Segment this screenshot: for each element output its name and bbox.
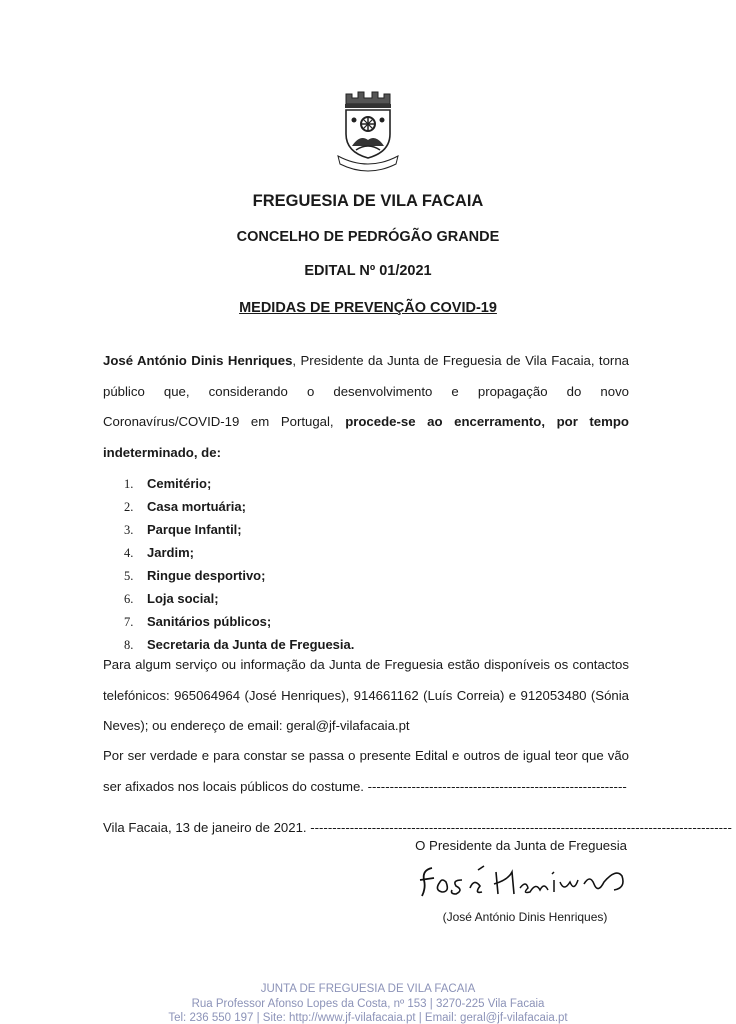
footer-address: Rua Professor Afonso Lopes da Costa, nº 153 | 3270-225 Vila Facaia xyxy=(191,998,545,1010)
closure-statement: procede-se ao encerramento, por tempo indeterminado, de: xyxy=(103,414,629,460)
signer-name: (José António Dinis Henriques) xyxy=(442,910,608,924)
list-item: 4. Jardim; xyxy=(124,545,194,560)
municipality-subtitle: CONCELHO DE PEDRÓGÃO GRANDE xyxy=(236,229,500,245)
list-item: 5. Ringue desportivo; xyxy=(124,568,266,583)
parish-title: FREGUESIA DE VILA FACAIA xyxy=(252,192,484,210)
list-item: 7. Sanitários públicos; xyxy=(124,614,272,629)
edital-number: EDITAL Nº 01/2021 xyxy=(304,263,432,279)
closing-dashes: ----------------------------------------------------------- xyxy=(367,778,627,794)
date-line xyxy=(103,820,732,835)
handwritten-signature xyxy=(418,860,630,902)
date-text: Vila Facaia, 13 de janeiro de 2021. xyxy=(103,820,311,835)
president-name: José António Dinis Henriques xyxy=(103,353,293,368)
list-item: 1. Cemitério; xyxy=(124,476,212,491)
list-item: 2. Casa mortuária; xyxy=(124,499,246,514)
footer-contacts: Tel: 236 550 197 | Site: http://www.jf-vilafacaia.pt | Email: geral@jf-vilafacaia.pt xyxy=(168,1012,568,1024)
signatory-role: O Presidente da Junta de Freguesia xyxy=(415,838,627,853)
coat-of-arms-icon xyxy=(332,90,404,172)
list-item: 3. Parque Infantil; xyxy=(124,522,242,537)
contacts-paragraph: Para algum serviço ou informação da Junta de Freguesia estão disponíveis os contactos telefónicos: 965064964 (José Henriques), 914661162 (Luís Correia) e 912053480 (Sónia Neves); ou endereço de email: geral@jf-vilafacaia.pt xyxy=(103,657,629,734)
intro-text: , Presidente da Junta de Freguesia de Vila Facaia, torna público que, considerando o desenvolvimento e propagação do novo Coronavírus/COVID-19 em Portugal, xyxy=(103,353,629,430)
closure-list xyxy=(103,472,354,656)
document-topic: MEDIDAS DE PREVENÇÃO COVID-19 xyxy=(239,300,497,316)
footer-institution: JUNTA DE FREGUESIA DE VILA FACAIA xyxy=(260,983,476,995)
date-dashes: ------------------------------------------------------------------------------------------------ xyxy=(310,820,732,835)
list-item: 8. Secretaria da Junta de Freguesia. xyxy=(124,637,355,652)
closing-text: Por ser verdade e para constar se passa o presente Edital e outros de igual teor que vão ser afixados nos locais públicos do costume. xyxy=(103,748,629,794)
list-item: 6. Loja social; xyxy=(124,591,219,606)
closing-paragraph xyxy=(103,741,629,802)
intro-paragraph xyxy=(103,346,629,468)
